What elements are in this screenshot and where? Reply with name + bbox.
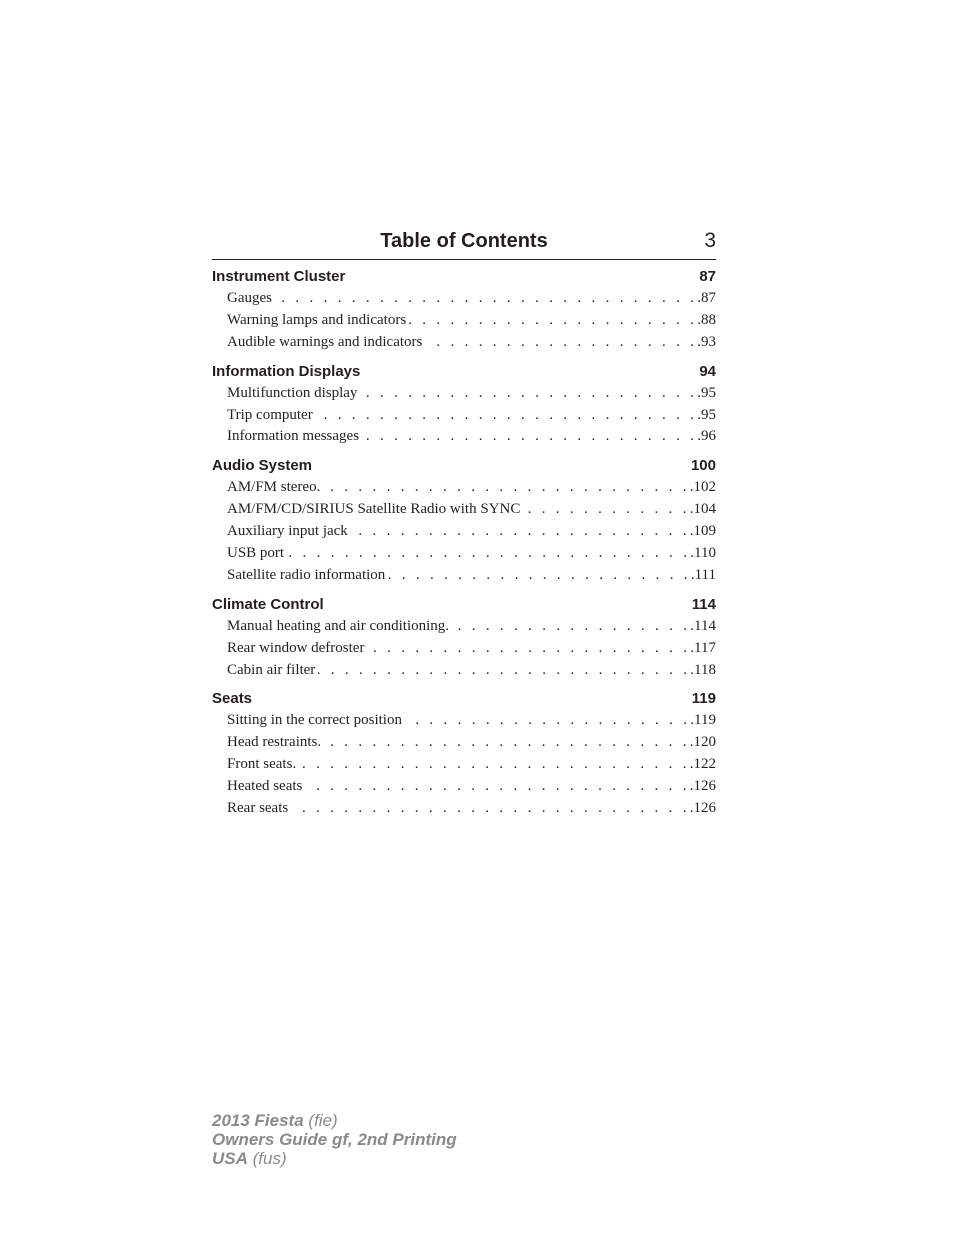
footer-model: 2013 Fiesta [212,1111,304,1130]
section-heading[interactable] [212,455,716,477]
toc-entry[interactable] [227,754,716,776]
entry-page: .109 [689,523,716,540]
section-title: Climate Control [212,595,324,613]
entry-page: .110 [690,545,716,562]
entry-page: .88 [697,311,716,328]
toc-section [212,266,716,354]
toc-entry[interactable] [227,383,716,405]
entry-label: Audible warnings and indicators [227,333,423,350]
dot-leader [523,499,689,521]
page-title: Table of Contents [380,230,548,252]
section-heading[interactable] [212,266,716,288]
toc-entry[interactable] [227,798,716,820]
entry-label: Warning lamps and indicators [227,311,407,328]
footer-line-model [212,1111,457,1130]
footer-market-code: (fus) [247,1149,287,1168]
section-heading[interactable] [212,361,716,383]
entry-page: .95 [697,406,716,423]
section-heading[interactable] [212,688,716,710]
toc-entry[interactable] [227,732,716,754]
entry-page: .118 [690,661,716,678]
dot-leader [405,710,690,732]
entry-page: .120 [689,734,716,751]
toc-entry[interactable] [227,405,716,427]
dot-leader [360,383,697,405]
toc-entry[interactable] [227,521,716,543]
entry-page: .96 [697,428,716,445]
dot-leader [275,288,697,310]
entry-page: .114 [690,617,716,634]
footer-guide: Owners Guide gf, 2nd Printing [212,1130,457,1149]
dot-leader [452,616,690,638]
footer-market: USA [212,1149,248,1168]
entry-page: .104 [689,501,716,518]
toc-entry[interactable] [227,426,716,448]
entry-label: Multifunction display [227,384,358,401]
section-page: 100 [690,457,716,475]
dot-leader [367,638,690,660]
entry-page: .93 [697,333,716,350]
section-heading[interactable] [212,594,716,616]
toc-entry[interactable] [227,543,716,565]
section-title: Information Displays [212,362,361,380]
entry-page: .95 [697,384,716,401]
entry-page: .119 [690,712,716,729]
dot-leader [351,521,690,543]
entry-page: .102 [689,479,716,496]
entry-page: .111 [690,566,716,583]
toc-entry[interactable] [227,332,716,354]
section-page: 119 [691,690,716,708]
toc-entry[interactable] [227,477,716,499]
section-page: 94 [699,362,716,380]
toc-entry[interactable] [227,710,716,732]
toc-entry[interactable] [227,776,716,798]
section-page: 114 [691,595,716,613]
entry-label: Heated seats [227,778,303,795]
dot-leader [362,426,697,448]
entry-label: Sitting in the correct position [227,712,402,729]
toc-header [212,228,716,260]
dot-leader [287,543,690,565]
entry-page: .122 [689,756,716,773]
section-title: Instrument Cluster [212,268,346,285]
entry-label: Trip computer [227,406,313,423]
entry-label: Rear seats [227,800,289,817]
entry-label: AM/FM/CD/SIRIUS Satellite Radio with SYNC [227,501,521,518]
toc-entry[interactable] [227,616,716,638]
entry-label: Gauges [227,290,272,306]
dot-leader [316,405,698,427]
entry-label: Rear window defroster [227,639,365,656]
entry-page: .126 [689,778,716,795]
entry-page: .126 [689,800,716,817]
table-of-contents [212,228,716,827]
toc-section [212,688,716,819]
entry-page: .87 [697,290,716,306]
dot-leader [305,776,689,798]
section-page: 87 [699,268,716,285]
entry-label: USB port [227,545,285,562]
toc-section [212,361,716,449]
toc-sections [212,260,716,820]
toc-entry[interactable] [227,565,716,587]
toc-entry[interactable] [227,499,716,521]
entry-label: Information messages [227,428,360,445]
footer-model-code: (fie) [303,1111,338,1130]
entry-label: Auxiliary input jack [227,523,348,540]
toc-section [212,594,716,682]
toc-entry[interactable] [227,288,716,310]
toc-entry[interactable] [227,638,716,660]
entry-page: .117 [690,639,716,656]
entry-label: Manual heating and air conditioning. [227,617,450,634]
dot-leader [323,477,689,499]
dot-leader [425,332,697,354]
dot-leader [324,732,690,754]
toc-entry[interactable] [227,310,716,332]
section-title: Seats [212,690,253,708]
dot-leader [388,565,691,587]
entry-label: AM/FM stereo. [227,479,321,496]
dot-leader [409,310,697,332]
section-title: Audio System [212,457,313,475]
document-footer [212,1111,457,1168]
toc-section [212,455,716,586]
page-number: 3 [704,229,716,252]
dot-leader [299,754,690,776]
footer-line-guide [212,1130,457,1149]
footer-line-market [212,1149,457,1168]
entry-label: Satellite radio information [227,566,386,583]
dot-leader [291,798,690,820]
entry-label: Head restraints. [227,734,322,751]
entry-label: Cabin air filter [227,661,316,678]
dot-leader [318,660,690,682]
entry-label: Front seats. [227,756,297,773]
toc-entry[interactable] [227,660,716,682]
